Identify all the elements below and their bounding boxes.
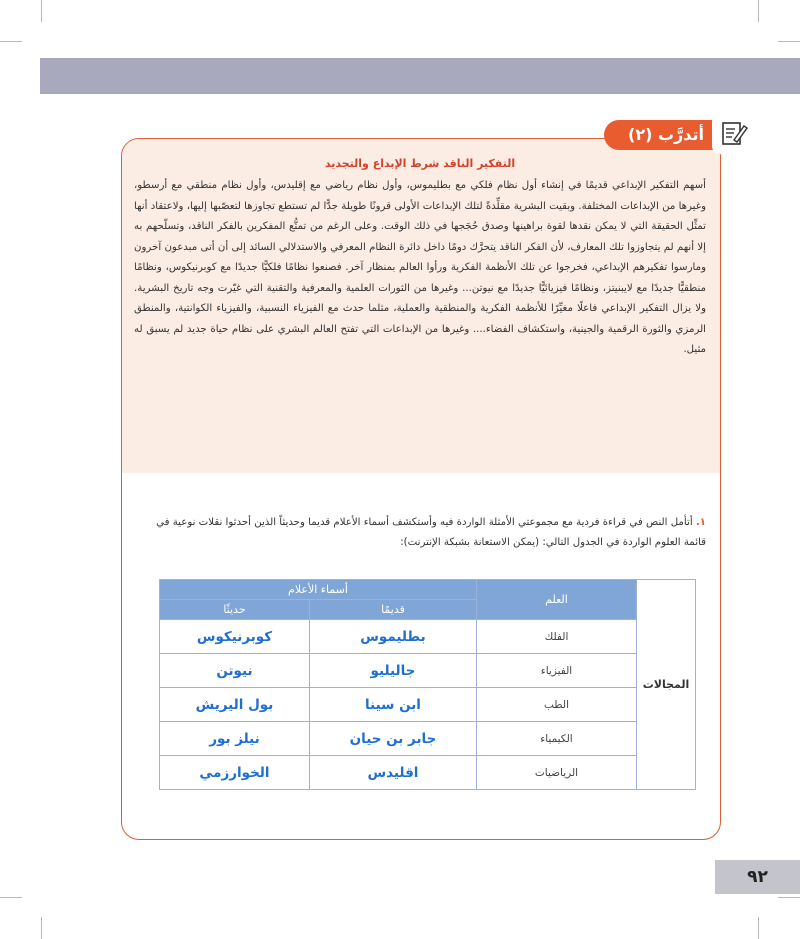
- crop-mark: [758, 0, 759, 22]
- header-band: [40, 58, 800, 94]
- crop-mark: [778, 897, 800, 898]
- table-row: [160, 688, 696, 722]
- ancient-name-cell: بطليموس: [309, 620, 476, 654]
- question-number: ١.: [695, 517, 706, 528]
- ancient-header: قديمًا: [309, 600, 476, 620]
- names-header: أسماء الأعلام: [160, 580, 477, 600]
- ancient-name-cell: جاليليو: [309, 654, 476, 688]
- crop-mark: [41, 0, 42, 22]
- edit-note-icon: [712, 114, 756, 154]
- field-cell: الفيزياء: [477, 654, 637, 688]
- crop-mark: [778, 41, 800, 42]
- table-row: [160, 722, 696, 756]
- field-cell: الرياضيات: [477, 756, 637, 790]
- exercise-paragraph: أسهم التفكير الإبداعي قديمًا في إنشاء أول نظام فلكي مع بطليموس، وأول نظام رياضي مع إقليدس، وأول نظام منطقي مع أرسطو، وغيرها من الإبداعات المختلفة. وبقيت البشرية مقلِّدةً لتلك الإبداعات الأولى قرونًا طويلة جدًّا لم تستطع تجاوزها لتعصّبها إليها، ولاعتقاد أنها تمثِّل الحقيقة التي لا يمكن نقدها لقوة براهينها وصدق حُجَجها في ذلك الوقت. وعلى الرغم من تمتُّع المفكرين بالفكر الناقد، وتسلّحهم به إلا أنهم لم يتجاوزوا تلك المعارف، لأن الفكر الناقد يتحرَّك دومًا داخل دائرة النظام المعرفي والاستدلالي السائد إلى أن أتى مبدعون آخرون ومارسوا تفكيرهم الإبداعي، فخرجوا عن تلك الأنظمة الفكرية ورأوا العالم بمنظار آخر. فصنعوا نظامًا فلكيًّا جديدًا مع كوبرنيكوس، ونظامًا منطقيًّا جديدًا مع لايبنيتز، ونظامًا فيزيائيًّا جديدًا مع نيوتن... وغيرها من الثورات العلمية والمعرفية والتقنية التي غيّرت وجه تاريخ البشرية. ولا يزال التفكير الإبداعي فاعلًا مغيِّرًا للأنظمة الفكرية والمنطقية والعملية، مثلما حدث مع الفيزياء النسبية، والفيزياء الكوانتية، والمنطق الرمزي والثورة الرقمية والجينية، واستكشاف الفضاء.... وغيرها من الإبداعات التي تفتح العالم البشري على نظام حياة جديد لم يسبق له مثيل.: [134, 180, 706, 355]
- crop-mark: [0, 897, 22, 898]
- field-header: العلم: [477, 580, 637, 620]
- ancient-name-cell: جابر بن حيان: [309, 722, 476, 756]
- table-row: [160, 620, 696, 654]
- exercise-label: أتدرَّب (٢): [628, 125, 704, 144]
- modern-name-cell: نيلز بور: [160, 722, 310, 756]
- table-row: [160, 654, 696, 688]
- field-cell: الطب: [477, 688, 637, 722]
- modern-name-cell: الخوارزمي: [160, 756, 310, 790]
- page-number-box: [715, 860, 800, 894]
- question-1: [134, 513, 706, 553]
- scientists-table: [159, 579, 696, 790]
- field-cell: الفلك: [477, 620, 637, 654]
- page-number: ٩٢: [747, 867, 768, 887]
- crop-mark: [0, 41, 22, 42]
- modern-name-cell: بول اليريش: [160, 688, 310, 722]
- exercise-title: التفكير الناقد شرط الإبداع والتجديد: [324, 157, 516, 170]
- side-header: المجالات: [637, 580, 696, 790]
- crop-mark: [41, 917, 42, 939]
- crop-mark: [758, 917, 759, 939]
- field-cell: الكيمياء: [477, 722, 637, 756]
- question-text: أتأمل النص في قراءة فردية مع مجموعتي الأمثلة الواردة فيه وأستكشف أسماء الأعلام قديما وحديثاً الذين أحدثوا نقلات نوعية في قائمة العلوم الواردة في الجدول التالي: (يمكن الاستعانة بشبكة الإنترنت):: [156, 517, 706, 548]
- modern-header: حديثًا: [160, 600, 310, 620]
- modern-name-cell: نيوتن: [160, 654, 310, 688]
- ancient-name-cell: اقليدس: [309, 756, 476, 790]
- table-row: [160, 756, 696, 790]
- exercise-tab: [604, 120, 724, 150]
- modern-name-cell: كوبرنيكوس: [160, 620, 310, 654]
- ancient-name-cell: ابن سينا: [309, 688, 476, 722]
